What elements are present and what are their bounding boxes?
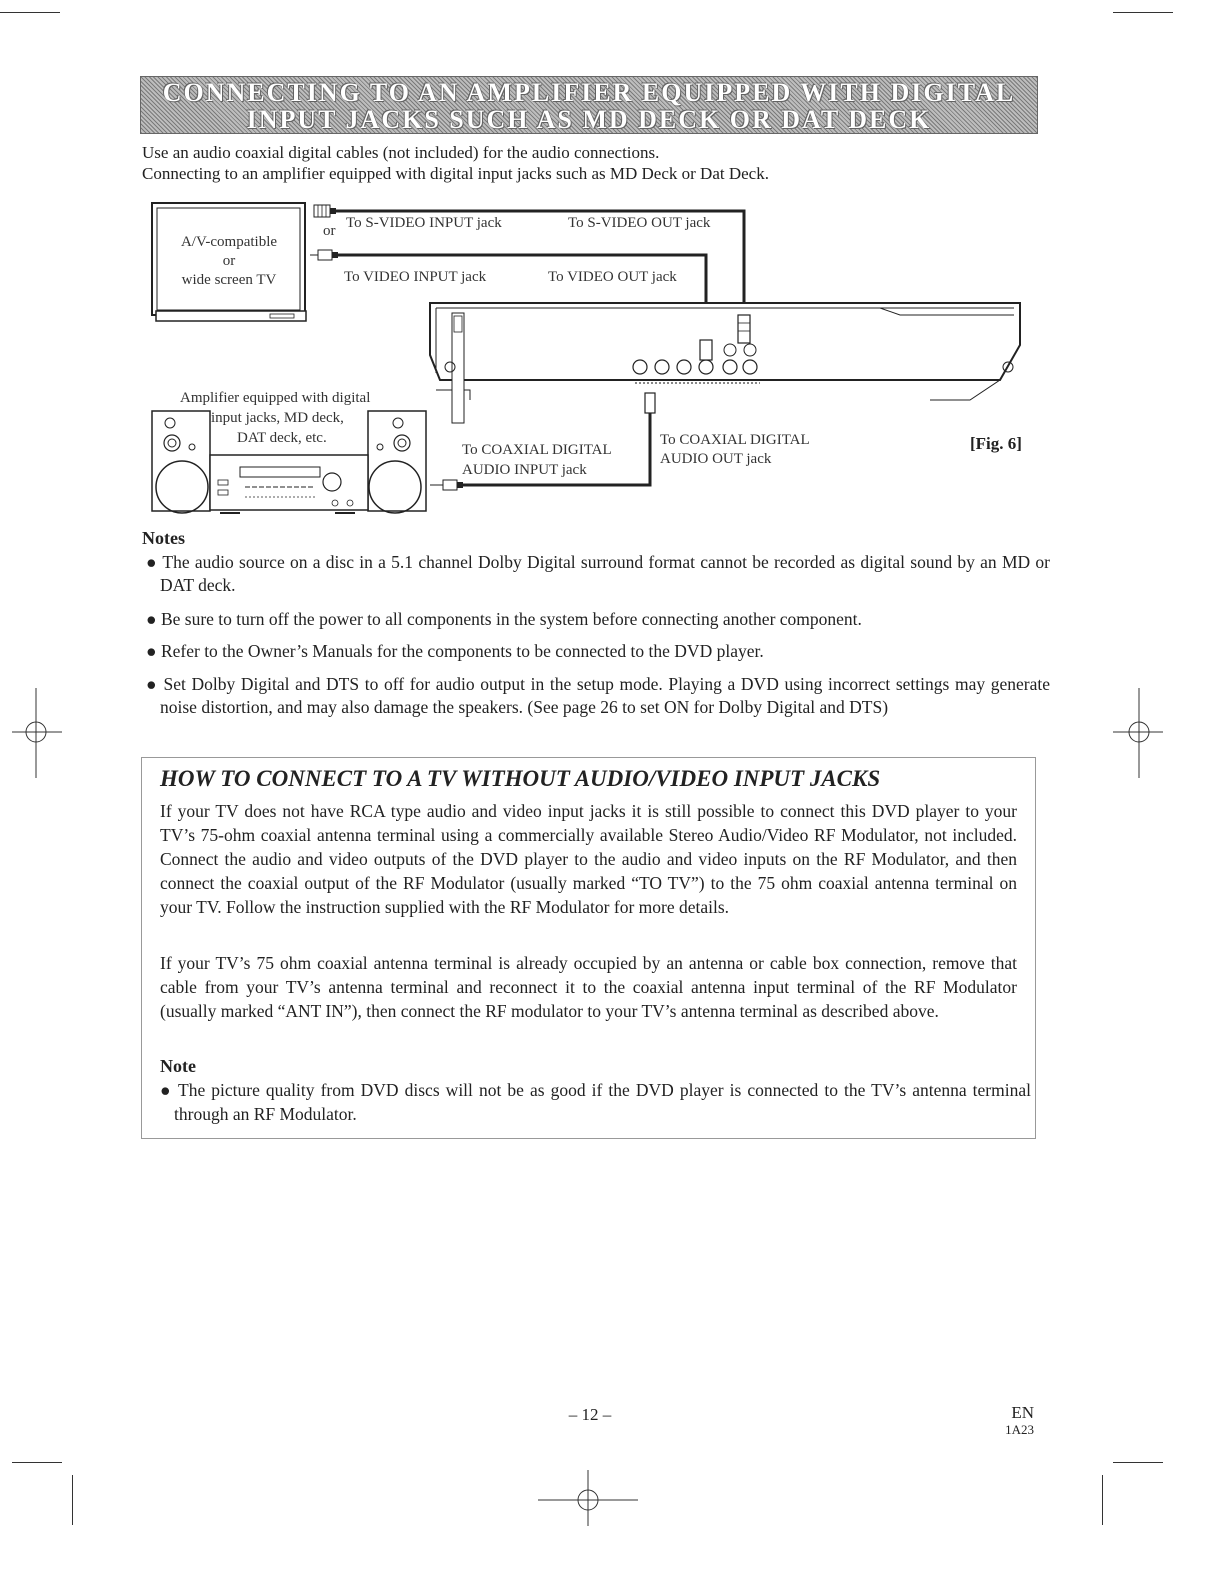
- document-code: 1A23: [1005, 1422, 1034, 1437]
- crop-mark-bottom-left-h: [12, 1462, 62, 1463]
- or-label: or: [323, 223, 336, 239]
- rf-box-note-item: ● The picture quality from DVD discs will not be as good if the DVD player is connected to the TV’s antenna terminal through an RF Modulator.: [160, 1080, 1031, 1124]
- svideo-input-label: To S-VIDEO INPUT jack: [346, 215, 502, 231]
- crop-mark-bottom-right-v: [1102, 1475, 1103, 1525]
- video-out-label: To VIDEO OUT jack: [548, 269, 677, 285]
- rf-box-paragraph-2: If your TV’s 75 ohm coaxial antenna terminal is already occupied by an antenna or cable box connection, remove that cable from your TV’s antenna terminal and reconnect it to the coaxial antenna input terminal of the RF Modulator (usually marked “ANT IN”), then connect the RF modulator to your TV’s antenna terminal as described above.: [160, 953, 1017, 1021]
- note-item-4: ● Set Dolby Digital and DTS to off for audio output in the setup mode. Playing a DVD using incorrect settings may generate noise distortion, and may also damage the speakers. (See page 26 to set ON for Dolby Digital and DTS): [146, 674, 1050, 717]
- intro-line-2: Connecting to an amplifier equipped with digital input jacks such as MD Deck or Dat Deck.: [142, 164, 769, 183]
- connection-diagram: [140, 195, 1036, 520]
- tv-label-line-2: or: [222, 253, 236, 269]
- crop-mark-top-right: [1113, 12, 1173, 13]
- coax-output-label-line-1: To COAXIAL DIGITAL: [660, 432, 810, 448]
- note-item-3: ● Refer to the Owner’s Manuals for the components to be connected to the DVD player.: [146, 641, 764, 661]
- rf-box-title: HOW TO CONNECT TO A TV WITHOUT AUDIO/VIDEO INPUT JACKS: [160, 766, 881, 791]
- registration-mark-right: [1113, 688, 1163, 778]
- intro-line-1: Use an audio coaxial digital cables (not included) for the audio connections.: [142, 143, 660, 162]
- page-number: – 12 –: [568, 1405, 612, 1424]
- note-item-1-text: The audio source on a disc in a 5.1 channel Dolby Digital surround format cannot be recorded as digital sound by an MD or DAT deck.: [160, 552, 1050, 595]
- figure-reference: [Fig. 6]: [970, 434, 1022, 453]
- rf-modulator-box: [141, 757, 1036, 1139]
- banner-line-1: CONNECTING TO AN AMPLIFIER EQUIPPED WITH DIGITAL: [162, 78, 1016, 107]
- tv-label-line-1: A/V-compatible: [180, 234, 278, 250]
- coax-input-label-line-1: To COAXIAL DIGITAL: [462, 442, 612, 458]
- note-item-2-text: Be sure to turn off the power to all components in the system before connecting another component.: [160, 609, 862, 629]
- registration-mark-bottom: [538, 1470, 638, 1526]
- coax-output-label-line-2: AUDIO OUT jack: [660, 451, 772, 467]
- crop-mark-top-left: [0, 12, 60, 13]
- svideo-out-label: To S-VIDEO OUT jack: [568, 215, 711, 231]
- notes-heading: Notes: [142, 528, 185, 548]
- amp-label-line-1: Amplifier equipped with digital: [180, 390, 371, 406]
- video-input-label: To VIDEO INPUT jack: [344, 269, 487, 285]
- note-item-2: ● Be sure to turn off the power to all components in the system before connecting another component.: [146, 609, 862, 629]
- registration-mark-left: [12, 688, 62, 778]
- tv-label-line-3: wide screen TV: [181, 272, 277, 288]
- coax-input-label-line-2: AUDIO INPUT jack: [462, 462, 587, 478]
- note-item-1: ● The audio source on a disc in a 5.1 channel Dolby Digital surround format cannot be recorded as digital sound by an MD or DAT deck.: [146, 552, 1050, 595]
- note-item-3-text: Refer to the Owner’s Manuals for the components to be connected to the DVD player.: [160, 641, 764, 661]
- rf-box-note-item-text: The picture quality from DVD discs will not be as good if the DVD player is connected to the TV’s antenna terminal through an RF Modulator.: [174, 1080, 1031, 1124]
- rf-box-note-heading: Note: [160, 1056, 196, 1076]
- language-code: EN: [1011, 1403, 1034, 1422]
- rf-box-paragraph-1: If your TV does not have RCA type audio and video input jacks it is still possible to connect this DVD player to your TV’s 75-ohm coaxial antenna terminal using a commercially available Stereo Audio/Video RF Modulator, not included. Connect the audio and video outputs of the DVD player to the audio and video inputs on the RF Modulator, and then connect the coaxial output of the RF Modulator (usually marked “TO TV”) to the 75 ohm coaxial antenna terminal on your TV. Follow the instruction supplied with the RF Modulator for more details.: [160, 801, 1017, 917]
- dvd-player-drawing: [430, 303, 1020, 423]
- crop-mark-bottom-left-v: [72, 1475, 73, 1525]
- crop-mark-bottom-right-h: [1113, 1462, 1163, 1463]
- amp-label-line-3: DAT deck, etc.: [237, 430, 327, 446]
- banner-line-2: INPUT JACKS SUCH AS MD DECK OR DAT DECK: [246, 105, 932, 134]
- amp-label-line-2: input jacks, MD deck,: [211, 410, 344, 426]
- section-title-banner: [140, 76, 1038, 134]
- note-item-4-text: Set Dolby Digital and DTS to off for audio output in the setup mode. Playing a DVD using incorrect settings may generate noise distortion, and may also damage the speakers. (See page 26 to set ON for Dolby Digital and DTS): [160, 674, 1050, 717]
